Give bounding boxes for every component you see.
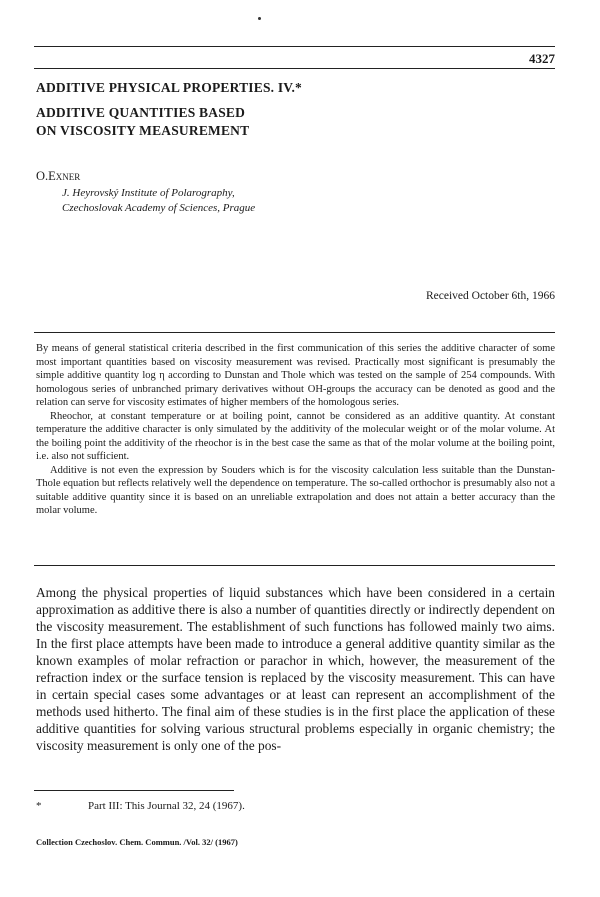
abstract-paragraph: Additive is not even the expression by Souders which is for the viscosity calculation less suitable than the Dunstan-Thole equation but reflects relatively well the dependence on temperature. The so-called orthochor is presumably also not a suitable additive quantity since it is based on an unreliable extrapolation and does not attain a better accuracy than the molar volume.	[36, 464, 555, 516]
received-date: Received October 6th, 1966	[425, 290, 555, 302]
footnote	[36, 800, 245, 812]
affiliation-line1: J. Heyrovský Institute of Polarography,	[62, 187, 235, 199]
article-title-line1: ADDITIVE PHYSICAL PROPERTIES. IV.*	[36, 80, 303, 95]
abstract-top-rule	[34, 332, 555, 333]
abstract-bottom-rule	[34, 565, 555, 566]
body-paragraph: Among the physical properties of liquid substances which have been considered in a certain approximation as additive there is also a number of quantities directly or indirectly dependent on the viscosity measurement. The establishment of such functions has followed mainly two aims. In the first place attempts have been made to introduce a general additive quantity similar as the known examples of molar refraction or parachor in which, however, the measurement of the refraction index or the surface tension is replaced by the viscosity measurement. This can have in certain special cases some advantages or at least can represent an accomplishment of the methods used hitherto. The final aim of these studies is in the first place the application of these additive quantities for solving various structural problems especially in organic chemistry; the viscosity measurement is only one of the pos-	[36, 585, 555, 753]
footnote-text: Part III: This Journal 32, 24 (1967).	[88, 800, 245, 812]
author-initial: O.	[36, 169, 49, 183]
journal-footer: Collection Czechoslov. Chem. Commun. /Vol. 32/ (1967)	[36, 837, 238, 847]
affiliation-line2: Czechoslovak Academy of Sciences, Prague	[62, 202, 256, 214]
header-rule-lower	[34, 68, 555, 69]
scan-speck	[258, 17, 261, 20]
abstract-paragraph: By means of general statistical criteria described in the first communication of this series the additive character of some most important quantities based on viscosity measurement was revised. Practically most significant is presumably the simple additive quantity log η according to Dunstan and Thole which was tested on the sample of 254 compounds. With homologous series of unbranched primary derivatives without OH-groups the accuracy can be denoted as good and the relation can serve for viscosity estimates of higher members of the homologous series.	[36, 343, 555, 408]
author-surname: Exner	[48, 169, 81, 183]
body-text	[36, 584, 555, 754]
header-rule	[34, 46, 555, 47]
footnote-marker: *	[36, 800, 42, 812]
abstract-paragraph: Rheochor, at constant temperature or at boiling point, cannot be considered as an additive quantity. At constant temperature the additive character is only simulated by the additivity of the molecular weight or of the molar volume. At the boiling point the additivity of the rheochor is in the best case the same as that of the molar volume at the boiling point, i.e. also not sufficient.	[36, 410, 555, 462]
article-title-line2: ADDITIVE QUANTITIES BASED	[36, 105, 246, 120]
page-number: 4327	[529, 51, 555, 66]
footnote-rule	[34, 790, 234, 791]
abstract	[36, 342, 555, 518]
author-name	[36, 169, 80, 184]
article-title-line3: ON VISCOSITY MEASUREMENT	[36, 123, 250, 138]
